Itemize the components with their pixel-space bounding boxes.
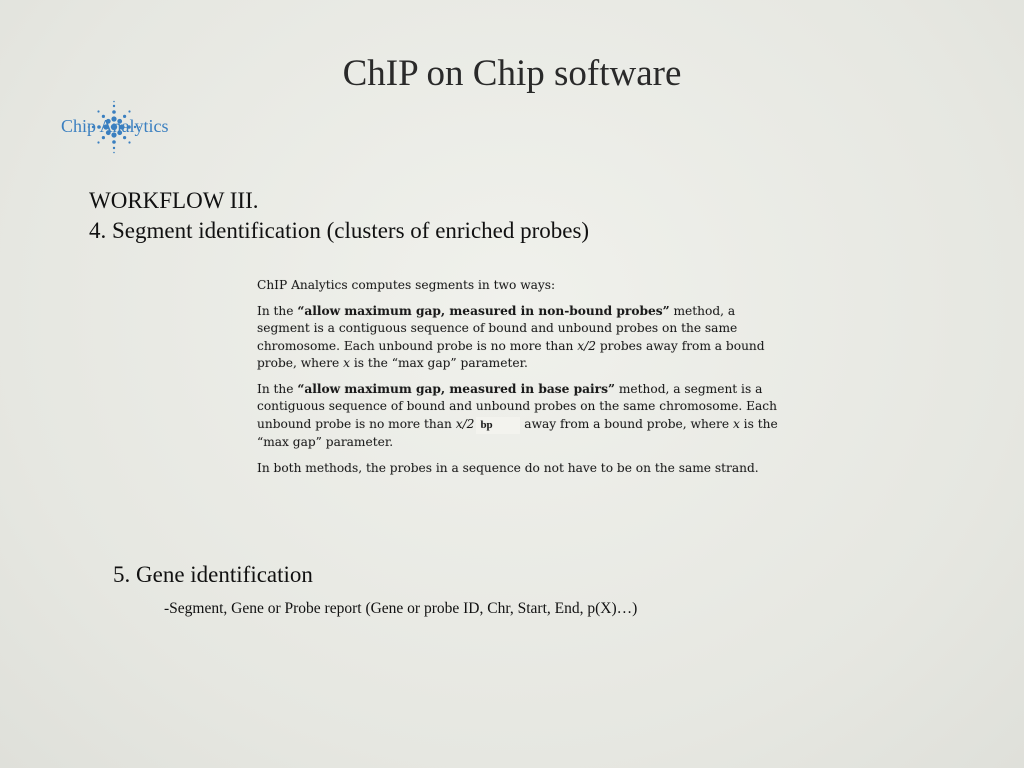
text-fragment: away from a bound probe, where <box>520 416 733 431</box>
text-fragment: In the <box>257 382 298 397</box>
documentation-excerpt <box>257 277 787 486</box>
method-name-base-pairs: “allow maximum gap, measured in base pairs” <box>297 382 615 397</box>
excerpt-method-non-bound <box>257 303 787 373</box>
text-fragment: method, a segment is a contiguous sequence of bound and unbound probes on the same chromosome. Each unbound probe is no more than <box>257 303 738 353</box>
text-fragment: In the <box>257 303 298 318</box>
excerpt-intro: ChIP Analytics computes segments in two ways: <box>257 278 556 292</box>
step-4-heading: 4. Segment identification (clusters of enriched probes) <box>89 218 590 243</box>
step-5-heading: 5. Gene identification <box>113 562 313 587</box>
variable-x: x <box>732 416 740 431</box>
logo-text: Chip Analytics <box>61 116 169 136</box>
method-name-non-bound: “allow maximum gap, measured in non-bound probes” <box>297 303 670 318</box>
variable-half-gap: x/2 <box>577 338 596 353</box>
excerpt-method-base-pairs <box>257 381 787 452</box>
variable-half-gap: x/2 <box>455 416 475 431</box>
variable-x: x <box>343 356 351 371</box>
bp-unit-label: bp <box>476 417 520 434</box>
excerpt-strand-note: In both methods, the probes in a sequence do not have to be on the same strand. <box>257 461 759 476</box>
text-fragment: method, a segment is a contiguous sequence of bound and unbound probes on the same chromosome. Each unbound probe is no more than <box>257 382 777 431</box>
text-fragment: probes away from a bound probe, where <box>257 338 765 371</box>
text-fragment: is the “max gap” parameter. <box>350 356 528 371</box>
step-5-detail: -Segment, Gene or Probe report (Gene or probe ID, Chr, Start, End, p(X)…) <box>164 600 638 617</box>
slide-title: ChIP on Chip software <box>342 53 682 94</box>
text-fragment: is the “max gap” parameter. <box>257 416 778 450</box>
workflow-block <box>89 186 589 246</box>
workflow-heading: WORKFLOW III. <box>89 188 259 213</box>
